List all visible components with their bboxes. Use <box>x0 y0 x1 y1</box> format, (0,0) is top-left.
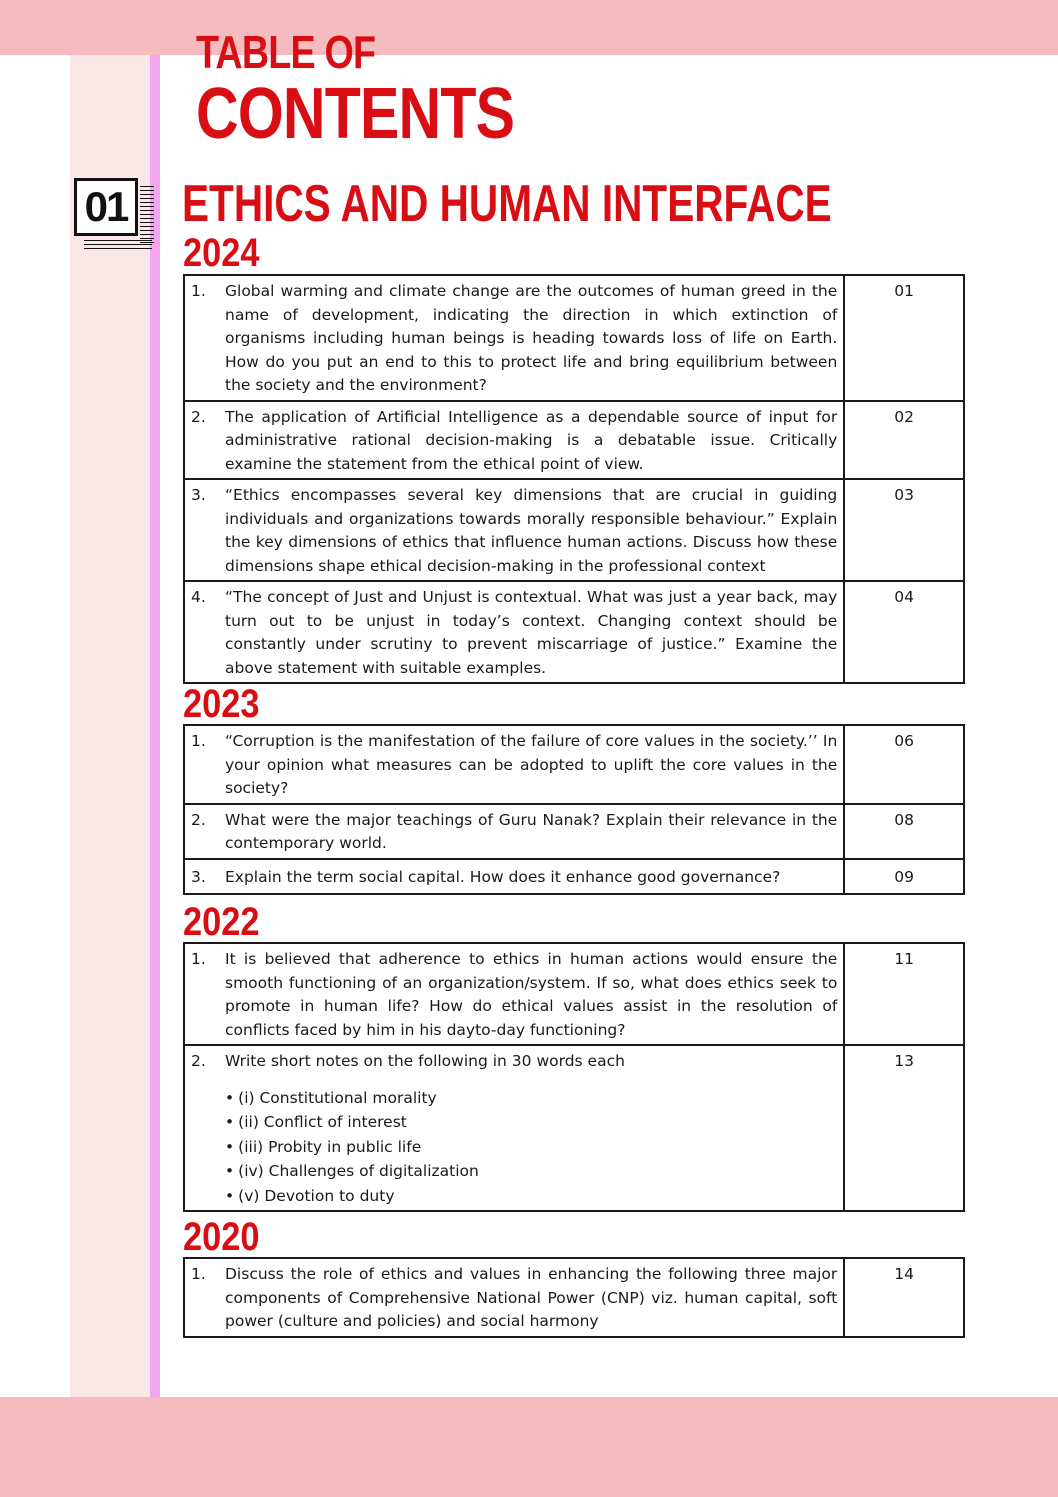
list-item: • (v) Devotion to duty <box>225 1184 837 1209</box>
list-item: • (iii) Probity in public life <box>225 1135 837 1160</box>
question-number: 3. <box>191 867 206 886</box>
question-cell <box>184 275 844 401</box>
badge-underline <box>84 240 152 241</box>
badge-underline <box>84 248 152 249</box>
question-text: Global warming and climate change are the outcomes of human greed in the name of development, indicating the direction in which extinction of organisms including human beings is heading towards loss of life on Earth. How do you put an end to this to protect life and bring equilibrium between the society and the environment? <box>225 282 838 394</box>
question-cell <box>184 859 844 895</box>
question-number: 2. <box>191 810 206 829</box>
questions-table-2023 <box>183 724 965 895</box>
chapter-title: ETHICS AND HUMAN INTERFACE <box>182 175 832 233</box>
badge-lines-decoration <box>140 186 154 246</box>
question-text: Explain the term social capital. How does it enhance good governance? <box>225 867 781 886</box>
page-number: 01 <box>844 275 964 401</box>
table-row <box>184 804 964 859</box>
bottom-band <box>0 1397 1058 1497</box>
page-number: 02 <box>844 401 964 480</box>
page-title-line1: TABLE OF <box>196 26 376 78</box>
question-cell <box>184 479 844 581</box>
questions-table-2020 <box>183 1257 965 1338</box>
question-number: 1. <box>191 1265 206 1283</box>
page-number: 08 <box>844 804 964 859</box>
page-title <box>196 26 584 154</box>
question-text: “Corruption is the manifestation of the failure of core values in the society.’’ In your opinion what measures can be adopted to uplift the core values in the society? <box>225 732 838 797</box>
question-cell <box>184 943 844 1045</box>
year-heading-2023: 2023 <box>183 682 260 726</box>
side-rule <box>150 55 160 1397</box>
chapter-number-badge: 01 <box>74 178 138 236</box>
table-row <box>184 479 964 581</box>
question-text: Write short notes on the following in 30 words each <box>225 1052 625 1070</box>
list-item: • (ii) Conflict of interest <box>225 1110 837 1135</box>
list-item: • (iv) Challenges of digitalization <box>225 1159 837 1184</box>
page-number: 06 <box>844 725 964 804</box>
question-text: It is believed that adherence to ethics in human actions would ensure the smooth functioning of an organization/system. If so, what does ethics seek to promote in human life? How do ethical values assist in the resolution of conflicts faced by him in his dayto-day functioning? <box>225 950 838 1039</box>
question-number: 3. <box>191 486 206 504</box>
table-row <box>184 581 964 683</box>
question-cell <box>184 581 844 683</box>
year-heading-2024: 2024 <box>183 231 260 275</box>
question-cell <box>184 1258 844 1337</box>
year-heading-2020: 2020 <box>183 1215 260 1259</box>
question-cell <box>184 401 844 480</box>
question-text: Discuss the role of ethics and values in enhancing the following three major components of Comprehensive National Power (CNP) viz. human capital, soft power (culture and policies) and social harmony <box>225 1265 838 1330</box>
page-title-line2: CONTENTS <box>196 74 515 154</box>
table-row <box>184 275 964 401</box>
question-cell <box>184 725 844 804</box>
question-number: 4. <box>191 588 206 606</box>
question-number: 1. <box>191 950 206 968</box>
page-number: 11 <box>844 943 964 1045</box>
question-number: 2. <box>191 407 206 426</box>
question-cell <box>184 804 844 859</box>
table-row <box>184 943 964 1045</box>
question-number: 2. <box>191 1052 206 1070</box>
side-band <box>70 55 150 1397</box>
table-row <box>184 859 964 895</box>
year-heading-2022: 2022 <box>183 900 260 944</box>
sub-items-list <box>191 1086 837 1209</box>
question-text: The application of Artificial Intelligence as a dependable source of input for administrative rational decision-making is a debatable issue. Critically examine the statement from the ethical point of view. <box>225 407 838 473</box>
page-number: 14 <box>844 1258 964 1337</box>
question-cell <box>184 1045 844 1211</box>
table-row <box>184 1258 964 1337</box>
page-number: 09 <box>844 859 964 895</box>
list-item: • (i) Constitutional morality <box>225 1086 837 1111</box>
question-text: “Ethics encompasses several key dimensions that are crucial in guiding individuals and organizations towards morally responsible behaviour.” Explain the key dimensions of ethics that influence human actions. Discuss how these dimensions shape ethical decision-making in the professional context <box>225 486 838 575</box>
questions-table-2024 <box>183 274 965 684</box>
page-number: 13 <box>844 1045 964 1211</box>
table-row <box>184 1045 964 1211</box>
question-text: What were the major teachings of Guru Nanak? Explain their relevance in the contemporary world. <box>225 810 838 852</box>
table-row <box>184 401 964 480</box>
question-number: 1. <box>191 282 206 300</box>
questions-table-2022 <box>183 942 965 1212</box>
page-number: 03 <box>844 479 964 581</box>
question-text: “The concept of Just and Unjust is contextual. What was just a year back, may turn out to be unjust in today’s context. Changing context should be constantly under scrutiny to prevent miscarriage of justice.” Examine the above statement with suitable examples. <box>225 588 838 677</box>
badge-underline <box>84 244 152 245</box>
question-number: 1. <box>191 732 206 750</box>
table-row <box>184 725 964 804</box>
page-number: 04 <box>844 581 964 683</box>
